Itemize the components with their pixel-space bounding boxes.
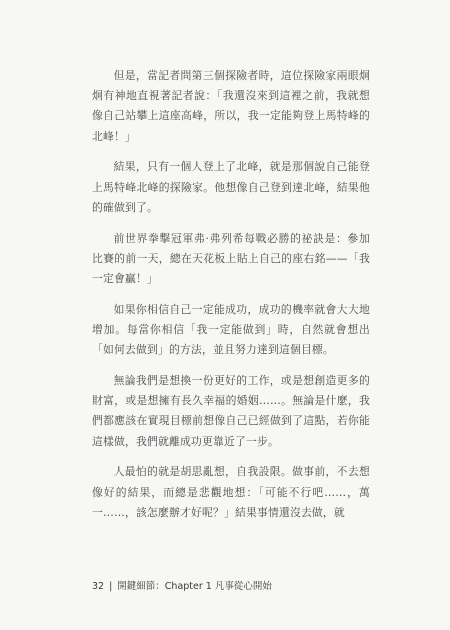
paragraph-1: 但是，當記者問第三個探險者時，這位探險家兩眼炯炯有神地直視著記者說：「我還沒來到這裡之前，我就想像自己站攀上這座高峰，所以，我一定能夠登上馬特峰的北峰！」: [92, 69, 370, 143]
paragraph-5: 無論我們是想換一份更好的工作，或是想創造更多的財富，或是想擁有長久幸福的婚姻……。無論是什麼，我們都應該在實現目標前想像自己已經做到了這點，若你能這樣做，我們就離成功更靠近了一步。: [92, 374, 370, 448]
paragraph-3: 前世界拳擊冠軍弗·弗列希每戰必勝的祕訣是：參加比賽的前一天，總在天花板上貼上自己的座右銘——「我一定會贏！」: [92, 231, 370, 286]
page-footer: [92, 578, 272, 592]
running-title: 開鍵細節：Chapter 1 凡事從心開始: [117, 581, 272, 592]
paragraph-2: 結果，只有一個人登上了北峰，就是那個說自己能登上馬特峰北峰的探險家。他想像自己登到達北峰，結果他的確做到了。: [92, 160, 370, 214]
paragraph-4: 如果你相信自己一定能成功，成功的機率就會大大地增加。每當你相信「我一定能做到」時，自然就會想出「如何去做到」的方法，並且努力達到這個目標。: [92, 302, 370, 357]
page-number: 32: [92, 581, 105, 592]
body-text: [92, 66, 370, 534]
footer-separator: |: [109, 581, 113, 592]
paragraph-6: 人最怕的就是胡思亂想，自我設限。做事前，不去想像好的結果，而總是悲觀地想：「可能不行吧……，萬一……，該怎麼辦才好呢？」結果事情還沒去做，就: [92, 465, 370, 519]
